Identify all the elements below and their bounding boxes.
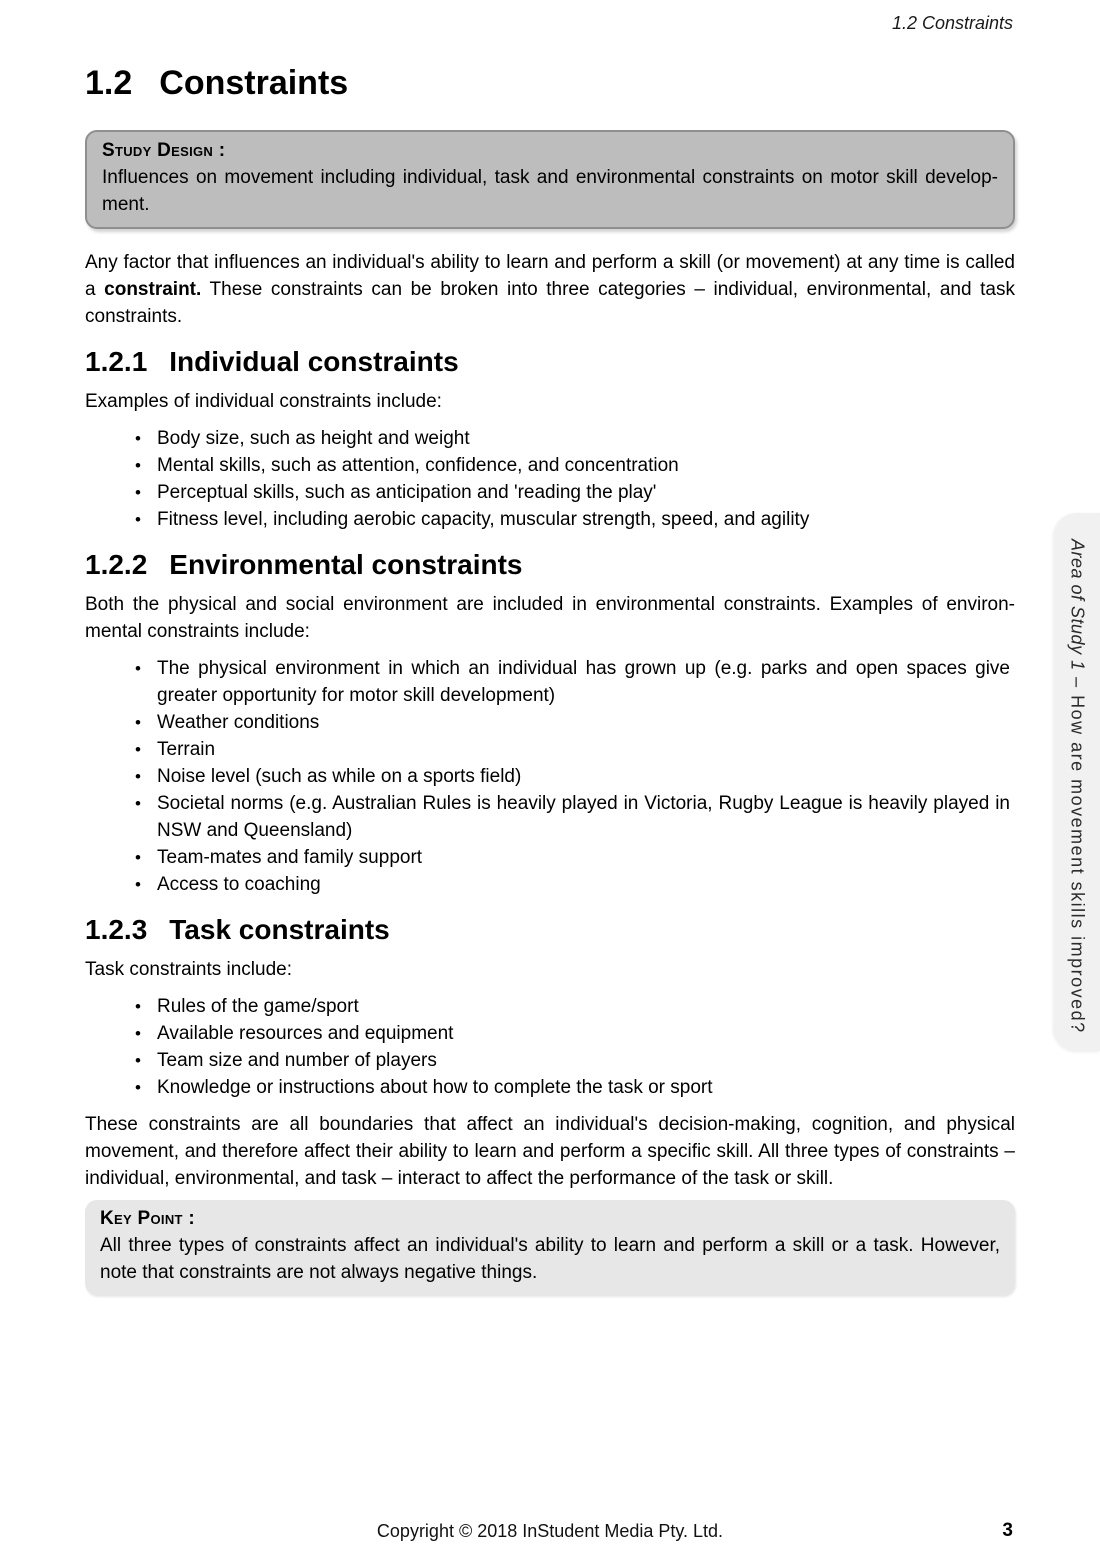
section-title: Task constraints bbox=[169, 914, 390, 945]
section-title: Individual constraints bbox=[169, 346, 459, 377]
list-item: • Fitness level, including aerobic capacity, muscular strength, speed, and agility bbox=[133, 506, 1010, 533]
section-number: 1.2.3 bbox=[85, 914, 148, 945]
intro-bold-term: constraint. bbox=[104, 279, 202, 300]
bullet-list-environmental bbox=[133, 655, 1010, 898]
section-heading-environmental bbox=[85, 547, 1015, 583]
section-lead-task: Task constraints include: bbox=[85, 959, 292, 980]
section-lead-environmental: Both the physical and social environment are included in environmental constraints. Examples of environmental constraints include: bbox=[85, 594, 1015, 642]
page-content bbox=[85, 0, 1015, 1295]
list-item: • Body size, such as height and weight bbox=[133, 425, 1010, 452]
study-design-label: Study Design : bbox=[102, 140, 226, 161]
footer-copyright: Copyright © 2018 InStudent Media Pty. Ltd. bbox=[376, 1521, 724, 1541]
page-title bbox=[85, 62, 1015, 104]
side-tab-question: How are movement skills improved? bbox=[1067, 695, 1088, 1034]
section-title: Environmental constraints bbox=[169, 549, 523, 580]
key-point-box bbox=[85, 1200, 1015, 1295]
section-heading-task bbox=[85, 912, 1015, 948]
key-point-label: Key Point : bbox=[100, 1208, 195, 1229]
side-tab-text bbox=[1067, 513, 1088, 1051]
intro-text-post: These constraints can be broken into three categories – individual, environmental, and task constraints. bbox=[85, 279, 1015, 327]
study-design-box bbox=[85, 130, 1015, 229]
list-item: • Weather conditions bbox=[133, 709, 1010, 736]
list-item: • Noise level (such as while on a sports field) bbox=[133, 763, 1010, 790]
section-heading-individual bbox=[85, 344, 1015, 380]
side-tab-separator: – bbox=[1067, 670, 1088, 696]
key-point-text: All three types of constraints affect an individual's ability to learn and perform a skill or a task. However, note that constraints are not always negative things. bbox=[100, 1235, 1000, 1283]
list-item: • Perceptual skills, such as anticipation and 'reading the play' bbox=[133, 479, 1010, 506]
section-lead-individual: Examples of individual constraints include: bbox=[85, 391, 442, 412]
list-item: • Team-mates and family support bbox=[133, 844, 1010, 871]
bullet-list-task bbox=[133, 993, 1010, 1101]
page-title-text: Constraints bbox=[159, 64, 349, 102]
running-header: 1.2 Constraints bbox=[891, 13, 1013, 33]
list-item: • Access to coaching bbox=[133, 871, 1010, 898]
list-item: • Team size and number of players bbox=[133, 1047, 1010, 1074]
list-item: • Available resources and equipment bbox=[133, 1020, 1010, 1047]
study-design-text: Influences on movement including individual, task and environmental constraints on motor skill development. bbox=[102, 167, 998, 215]
section-number: 1.2.1 bbox=[85, 346, 148, 377]
intro-paragraph bbox=[85, 249, 1015, 330]
side-tab-area-of-study bbox=[1054, 513, 1100, 1051]
closing-paragraph: These constraints are all boundaries that affect an individual's decision-making, cognition, and physical movement, and therefore affect their ability to learn and perform a specific skill. All three types of constraints – individual, environmental, and task – interact to affect the performance of the task or skill. bbox=[85, 1114, 1015, 1189]
intro-text-pre: Any factor that influences an individual's ability to learn and perform a skill (or movement) at any time is called a bbox=[85, 252, 1015, 300]
list-item: • The physical environment in which an individual has grown up (e.g. parks and open spaces give greater opportunity for motor skill development) bbox=[133, 655, 1010, 709]
list-item: • Rules of the game/sport bbox=[133, 993, 1010, 1020]
list-item: • Knowledge or instructions about how to complete the task or sport bbox=[133, 1074, 1010, 1101]
list-item: • Mental skills, such as attention, confidence, and concentration bbox=[133, 452, 1010, 479]
bullet-list-individual bbox=[133, 425, 1010, 533]
page-title-number: 1.2 bbox=[85, 64, 133, 102]
section-number: 1.2.2 bbox=[85, 549, 148, 580]
side-tab-series-label: Area of Study 1 bbox=[1067, 539, 1088, 671]
list-item: • Societal norms (e.g. Australian Rules is heavily played in Victoria, Rugby League is heavily played in NSW and Queensland) bbox=[133, 790, 1010, 844]
list-item: • Terrain bbox=[133, 736, 1010, 763]
footer-page-number: 3 bbox=[1002, 1520, 1013, 1541]
